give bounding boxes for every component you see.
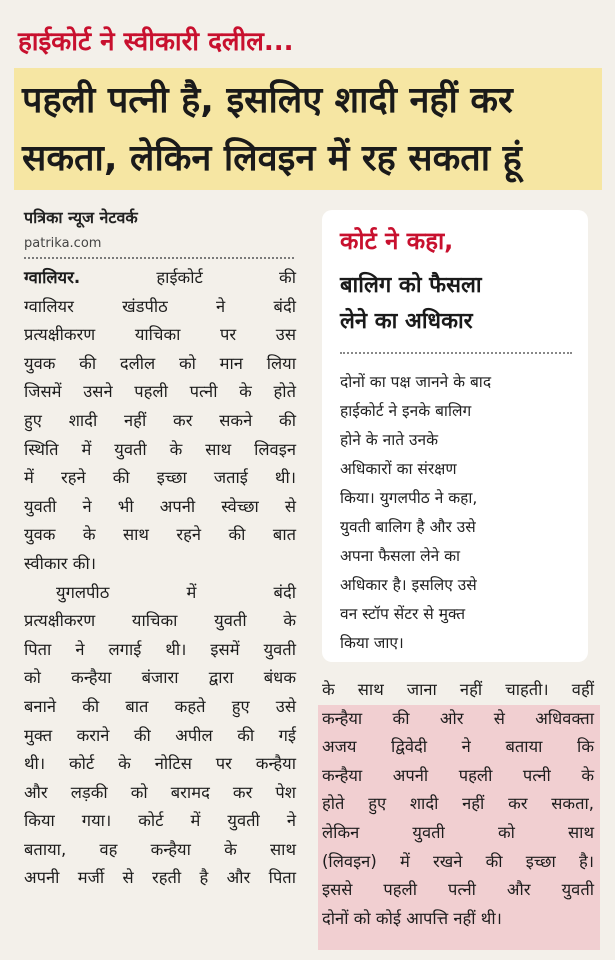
body-line: प्रत्यक्षीकरण याचिका पर उस — [24, 325, 296, 345]
body-line: के साथ जाना नहीं चाहती। वहीं — [322, 680, 594, 699]
body-line: होते हुए शादी नहीं कर सकता, — [322, 794, 594, 814]
sidebar-body — [340, 368, 580, 658]
body-line: अपनी मर्जी से रहती है और पिता — [24, 868, 296, 888]
body-line: हुए शादी नहीं कर सकने की — [24, 410, 296, 430]
body-line: को कन्हैया बंजारा द्वारा बंधक — [24, 668, 296, 688]
body-line: (लिवइन) में रखने की इच्छा है। — [322, 851, 594, 871]
body-line: ग्वालियर खंडपीठ ने बंदी — [24, 296, 296, 316]
dateline: ग्वालियर. — [24, 268, 81, 287]
body-line: युवती ने भी अपनी स्वेच्छा से — [24, 496, 296, 516]
headline-line: पहली पत्नी है, इसलिए शादी नहीं कर — [22, 80, 513, 121]
body-line: जिसमें उसने पहली पत्नी के होते — [24, 382, 296, 402]
headline-line: सकता, लेकिन लिवइन में रह सकता हूं — [22, 138, 522, 179]
sidebar-line: होने के नाते उनके — [340, 431, 438, 449]
sidebar-title-line: बालिग को फैसला — [340, 273, 482, 298]
sidebar-kicker: कोर्ट ने कहा, — [340, 227, 454, 255]
body-line — [24, 264, 296, 293]
sidebar-divider — [340, 352, 572, 354]
body-line: मुक्त कराने की अपील की गई — [24, 725, 296, 745]
body-line: इससे पहली पत्नी और युवती — [322, 880, 594, 900]
body-line: दोनों को कोई आपत्ति नहीं थी। — [322, 908, 502, 928]
body-line: कन्हैया अपनी पहली पत्नी के — [322, 765, 594, 785]
sidebar-line: अपना फैसला लेने का — [340, 547, 461, 565]
sidebar-line: किया जाए। — [340, 634, 404, 652]
article-body-left — [24, 264, 296, 893]
body-line: में रहने की इच्छा जताई थी। — [24, 468, 296, 488]
body-line: बनाने की बात कहते हुए उसे — [24, 696, 296, 716]
body-line: पिता ने लगाई थी। इसमें युवती — [24, 639, 296, 659]
article-headline — [22, 72, 602, 188]
article-body-right — [322, 676, 594, 933]
sidebar-line: किया। युगलपीठ ने कहा, — [340, 489, 478, 507]
body-line: प्रत्यक्षीकरण याचिका युवती के — [24, 611, 296, 631]
body-line: युवक की दलील को मान लिया — [24, 353, 296, 373]
sidebar-title — [340, 268, 580, 340]
body-line: स्वीकार की। — [24, 553, 97, 573]
byline: पत्रिका न्यूज नेटवर्क — [24, 208, 138, 227]
sidebar-title-line: लेने का अधिकार — [340, 309, 473, 334]
body-line: लेकिन युवती को साथ — [322, 822, 594, 842]
body-line-text: हाईकोर्ट की — [156, 268, 297, 287]
sidebar-line: वन स्टॉप सेंटर से मुक्त — [340, 605, 466, 623]
byline-block — [24, 206, 294, 251]
body-line: किया गया। कोर्ट में युवती ने — [24, 811, 296, 831]
body-line: बताया, वह कन्हैया के साथ — [24, 839, 296, 859]
body-line: स्थिति में युवती के साथ लिवइन — [24, 439, 296, 459]
body-line: युवक के साथ रहने की बात — [24, 525, 296, 545]
body-line: युगलपीठ में बंदी — [56, 582, 296, 602]
sidebar-line: दोनों का पक्ष जानने के बाद — [340, 373, 492, 391]
sidebar-line: अधिकारों का संरक्षण — [340, 460, 457, 478]
body-line: थी। कोर्ट के नोटिस पर कन्हैया — [24, 754, 296, 774]
body-line: अजय द्विवेदी ने बताया कि — [322, 737, 594, 757]
body-line: और लड़की को बरामद कर पेश — [24, 782, 296, 802]
byline-divider — [24, 257, 294, 259]
sidebar-line: अधिकार है। इसलिए उसे — [340, 576, 477, 594]
body-line: कन्हैया की ओर से अधिवक्ता — [322, 708, 594, 728]
sidebar-line: युवती बालिग है और उसे — [340, 518, 476, 536]
sidebar-line: हाईकोर्ट ने इनके बालिग — [340, 402, 472, 420]
article-kicker: हाईकोर्ट ने स्वीकारी दलील... — [18, 27, 294, 57]
site-link[interactable]: patrika.com — [24, 236, 102, 251]
